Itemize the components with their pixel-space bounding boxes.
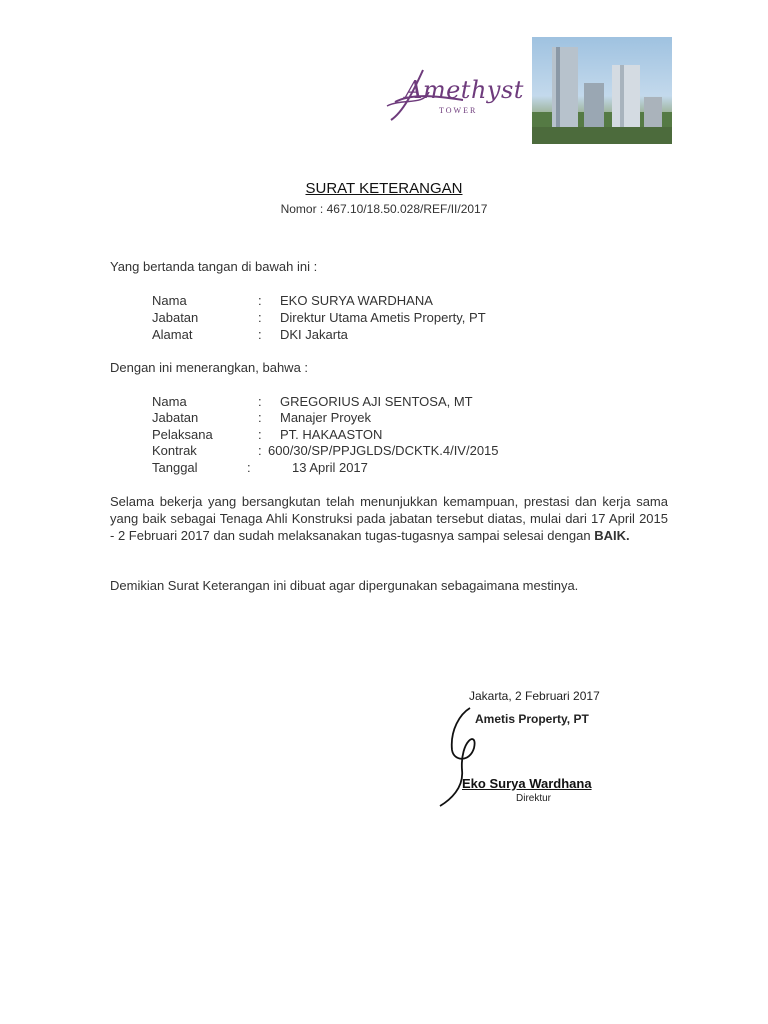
subject-label: Jabatan [152, 410, 199, 425]
logo-subtitle: TOWER [439, 106, 478, 115]
colon: : [258, 327, 262, 342]
subject-value: Manajer Proyek [280, 410, 372, 425]
statement-text: Dengan ini menerangkan, bahwa : [110, 360, 309, 375]
signer-label: Nama [152, 293, 187, 308]
colon: : [258, 310, 262, 325]
colon: : [247, 460, 251, 475]
subject-label: Nama [152, 394, 187, 409]
place-date: Jakarta, 2 Februari 2017 [469, 689, 600, 703]
subject-row [152, 460, 652, 477]
subject-row [152, 394, 652, 411]
signer-value: EKO SURYA WARDHANA [280, 293, 433, 308]
colon: : [258, 293, 262, 308]
document-title: SURAT KETERANGAN [305, 180, 463, 197]
amethyst-tower-logo [383, 62, 523, 132]
colon: : [258, 427, 262, 442]
subject-label: Pelaksana [152, 427, 213, 442]
colon: : [258, 394, 262, 409]
handwritten-signature [430, 700, 500, 810]
logo-wordmark: Amethyst [405, 76, 524, 104]
subject-row [152, 443, 652, 460]
signer-value: DKI Jakarta [280, 327, 348, 342]
paragraph-emphasis: BAIK. [594, 528, 630, 543]
paragraph-text: Selama bekerja yang bersangkutan telah menunjukkan kemampuan, prestasi dan kerja sama yang baik sebagai Tenaga Ahli Konstruksi pada jabatan tersebut diatas, mulai dari 17 April 2015 - 2 Februari 2017 dan sudah melaksanakan tugas-tugasnya sampai selesai dengan [110, 494, 668, 543]
signer-label: Alamat [152, 327, 193, 342]
signer-value: Direktur Utama Ametis Property, PT [280, 310, 486, 325]
signer-position: Direktur [516, 793, 552, 804]
signer-name: Eko Surya Wardhana [462, 776, 592, 791]
subject-row [152, 410, 652, 427]
company-name: Ametis Property, PT [475, 712, 589, 726]
subject-label: Tanggal [152, 460, 198, 475]
signer-row [152, 327, 652, 344]
closing-paragraph: Demikian Surat Keterangan ini dibuat agar dipergunakan sebagaimana mestinya. [110, 578, 579, 593]
signer-row [152, 293, 652, 310]
body-paragraph [110, 493, 668, 544]
subject-value: PT. HAKAASTON [280, 427, 383, 442]
colon: : [258, 443, 262, 458]
subject-value: GREGORIUS AJI SENTOSA, MT [280, 394, 473, 409]
tower-image [532, 37, 672, 144]
subject-label: Kontrak [152, 443, 197, 458]
subject-row [152, 427, 652, 444]
intro-text: Yang bertanda tangan di bawah ini : [110, 259, 318, 274]
subject-value: 13 April 2017 [292, 460, 368, 475]
building-photo [532, 37, 672, 144]
signer-label: Jabatan [152, 310, 199, 325]
colon: : [258, 410, 262, 425]
subject-value: 600/30/SP/PPJGLDS/DCKTK.4/IV/2015 [268, 443, 499, 458]
signer-row [152, 310, 652, 327]
document-number: Nomor : 467.10/18.50.028/REF/II/2017 [280, 202, 488, 216]
